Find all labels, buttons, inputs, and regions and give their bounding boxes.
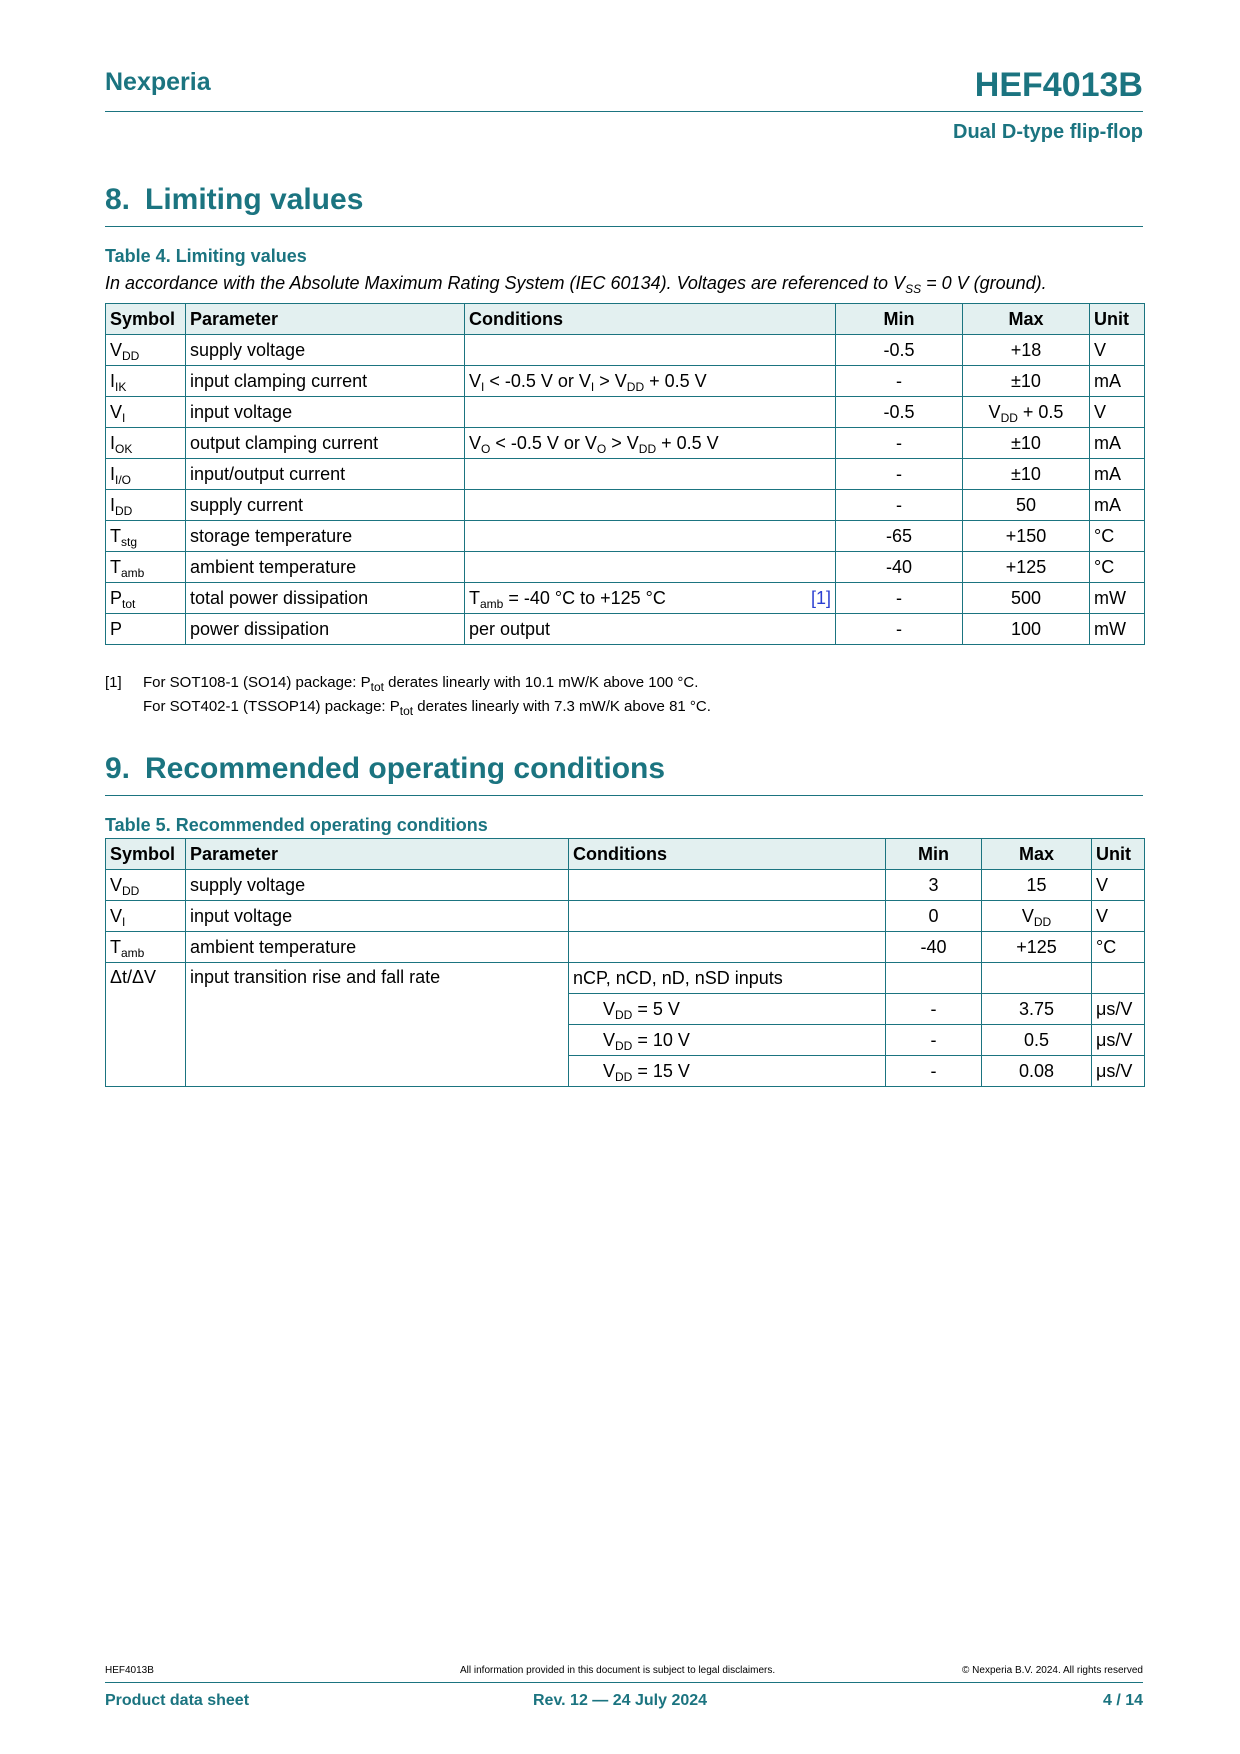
parameter-cell: storage temperature [186,521,465,552]
min-cell: - [836,583,963,614]
max-cell: +18 [963,335,1090,366]
min-cell [886,963,982,994]
symbol-cell: P [106,614,186,645]
table-caption: Table 5. Recommended operating conditions [105,815,488,835]
footer-doc-type: Product data sheet [105,1692,250,1709]
parameter-cell: input voltage [186,397,465,428]
section-title-recommended-operating-conditions [105,752,665,786]
footer-disclaimer: All information provided in this document is subject to legal disclaimers. [460,1665,776,1676]
unit-cell: °C [1090,552,1145,583]
unit-cell: μs/V [1092,994,1145,1025]
unit-cell: V [1090,397,1145,428]
unit-cell: V [1092,870,1145,901]
max-cell: $V_{DD} + 0.5$ [963,397,1090,428]
max-cell: 3.75 [982,994,1092,1025]
conditions-cell: $T_{amb} = -40$ °C to +125 °C [1] [465,583,836,614]
min-cell: -0.5 [836,335,963,366]
min-cell: - [886,1025,982,1056]
section-divider [105,226,1143,227]
table-row [106,521,1145,552]
max-cell: 15 [982,870,1092,901]
section-title-limiting-values [105,183,363,217]
min-cell: -0.5 [836,397,963,428]
symbol-cell: $I_{DD}$ [106,490,186,521]
footer-copyright: © Nexperia B.V. 2024. All rights reserved [962,1665,1143,1676]
footer-page-number: 4 / 14 [1102,1692,1143,1709]
symbol-cell: $V_I$ [106,397,186,428]
parameter-cell: input/output current [186,459,465,490]
min-cell: - [836,614,963,645]
section-divider [105,795,1143,796]
parameter-cell: ambient temperature [186,552,465,583]
col-header: Min [886,839,982,870]
table-row [106,459,1145,490]
table-row [106,335,1145,366]
conditions-cell [465,521,836,552]
recommended-operating-conditions-table [105,838,1145,1087]
max-cell: +125 [982,932,1092,963]
col-header: Parameter [186,839,569,870]
symbol-cell: Δt/ΔV [106,963,186,1087]
max-cell [982,963,1092,994]
table-row [106,428,1145,459]
table-row [106,901,1145,932]
section-heading: Limiting values [145,183,364,216]
section-number: 8. [105,183,131,216]
table-row [106,932,1145,963]
min-cell: - [886,1056,982,1087]
parameter-cell: input transition rise and fall rate [186,963,569,1087]
conditions-cell: $V_O < -0.5$ V or $V_O > V_{DD} + 0.5$ V [465,428,836,459]
symbol-cell: $I_{OK}$ [106,428,186,459]
unit-cell: mA [1090,366,1145,397]
min-cell: 3 [886,870,982,901]
footnote-tag: [1] [105,674,122,691]
col-header: Symbol [106,839,186,870]
footer-doc-id: HEF4013B [105,1665,154,1676]
min-cell: - [836,428,963,459]
col-header: Conditions [569,839,886,870]
conditions-cell: $V_{DD} = 15$ V [569,1056,886,1087]
parameter-cell: input clamping current [186,366,465,397]
symbol-cell: $I_{I/O}$ [106,459,186,490]
conditions-cell: $V_{DD} = 10$ V [569,1025,886,1056]
desc-sub: SS [905,282,922,296]
table-row [106,552,1145,583]
max-cell: 100 [963,614,1090,645]
parameter-cell: supply current [186,490,465,521]
symbol-cell: $V_{DD}$ [106,335,186,366]
header-divider [105,111,1143,112]
col-header: Symbol [106,304,186,335]
unit-cell: mA [1090,459,1145,490]
footer-divider [105,1682,1143,1683]
conditions-cell [465,552,836,583]
symbol-cell: $V_I$ [106,901,186,932]
parameter-cell: power dissipation [186,614,465,645]
symbol-cell: $T_{amb}$ [106,932,186,963]
min-cell: - [836,459,963,490]
conditions-cell [465,459,836,490]
min-cell: - [836,490,963,521]
symbol-cell: $I_{IK}$ [106,366,186,397]
min-cell: 0 [886,901,982,932]
unit-cell [1092,963,1145,994]
col-header: Unit [1092,839,1145,870]
conditions-cell [465,335,836,366]
max-cell: 50 [963,490,1090,521]
table-header-row [106,839,1145,870]
conditions-cell: per output [465,614,836,645]
conditions-cell: $V_I < -0.5$ V or $V_I > V_{DD} + 0.5$ V [465,366,836,397]
parameter-cell: supply voltage [186,870,569,901]
unit-cell: mA [1090,428,1145,459]
conditions-cell [465,490,836,521]
table-footnote: [1] For SOT108-1 (SO14) package: $P_{tot}$ derates linearly with 10.1 mW/K above 100 °C. For SOT402-1 (TSSOP14) package: $P_{tot}$ derates linearly with 7.3 mW/K above 81 °C. [105,671,711,719]
unit-cell: mW [1090,583,1145,614]
table-row [106,366,1145,397]
footnote-ref-link[interactable]: [1] [810,587,831,608]
col-header: Max [982,839,1092,870]
unit-cell: μs/V [1092,1025,1145,1056]
unit-cell: V [1092,901,1145,932]
min-cell: -40 [886,932,982,963]
table-caption: Table 4. Limiting values [105,246,307,266]
max-cell: ±10 [963,366,1090,397]
unit-cell: °C [1092,932,1145,963]
unit-cell: V [1090,335,1145,366]
section-heading: Recommended operating conditions [145,752,666,785]
table-row [106,583,1145,614]
table-row [106,870,1145,901]
symbol-cell: $P_{tot}$ [106,583,186,614]
conditions-cell: nCP, nCD, nD, nSD inputs [569,963,886,994]
footer-revision: Rev. 12 — 24 July 2024 [533,1692,708,1709]
max-cell: 0.08 [982,1056,1092,1087]
unit-cell: mA [1090,490,1145,521]
parameter-cell: supply voltage [186,335,465,366]
max-cell: ±10 [963,459,1090,490]
symbol-cell: $V_{DD}$ [106,870,186,901]
max-cell: +125 [963,552,1090,583]
part-number: HEF4013B [974,66,1143,104]
brand-name: Nexperia [105,68,211,96]
section-number: 9. [105,752,131,785]
max-cell: 0.5 [982,1025,1092,1056]
conditions-cell [569,932,886,963]
unit-cell: mW [1090,614,1145,645]
min-cell: - [836,366,963,397]
max-cell: +150 [963,521,1090,552]
limiting-values-table [105,303,1145,645]
min-cell: - [886,994,982,1025]
conditions-cell: $V_{DD} = 5$ V [569,994,886,1025]
conditions-cell [569,870,886,901]
table-row [106,490,1145,521]
col-header: Unit [1090,304,1145,335]
max-cell: $V_{DD}$ [982,901,1092,932]
parameter-cell: total power dissipation [186,583,465,614]
min-cell: -40 [836,552,963,583]
symbol-cell: $T_{amb}$ [106,552,186,583]
symbol-cell: $T_{stg}$ [106,521,186,552]
col-header: Parameter [186,304,465,335]
table-row [106,963,1145,994]
col-header: Max [963,304,1090,335]
table-row [106,614,1145,645]
desc-suffix: = 0 V (ground). [921,273,1047,293]
document-subtitle: Dual D-type flip-flop [953,121,1143,143]
table-row [106,397,1145,428]
conditions-cell [465,397,836,428]
table-description [105,273,1047,294]
unit-cell: °C [1090,521,1145,552]
parameter-cell: ambient temperature [186,932,569,963]
min-cell: -65 [836,521,963,552]
col-header: Min [836,304,963,335]
unit-cell: μs/V [1092,1056,1145,1087]
parameter-cell: input voltage [186,901,569,932]
parameter-cell: output clamping current [186,428,465,459]
desc-text: In accordance with the Absolute Maximum Rating System (IEC 60134). Voltages are referenced to V [105,273,906,293]
conditions-cell [569,901,886,932]
table-header-row [106,304,1145,335]
max-cell: ±10 [963,428,1090,459]
max-cell: 500 [963,583,1090,614]
col-header: Conditions [465,304,836,335]
